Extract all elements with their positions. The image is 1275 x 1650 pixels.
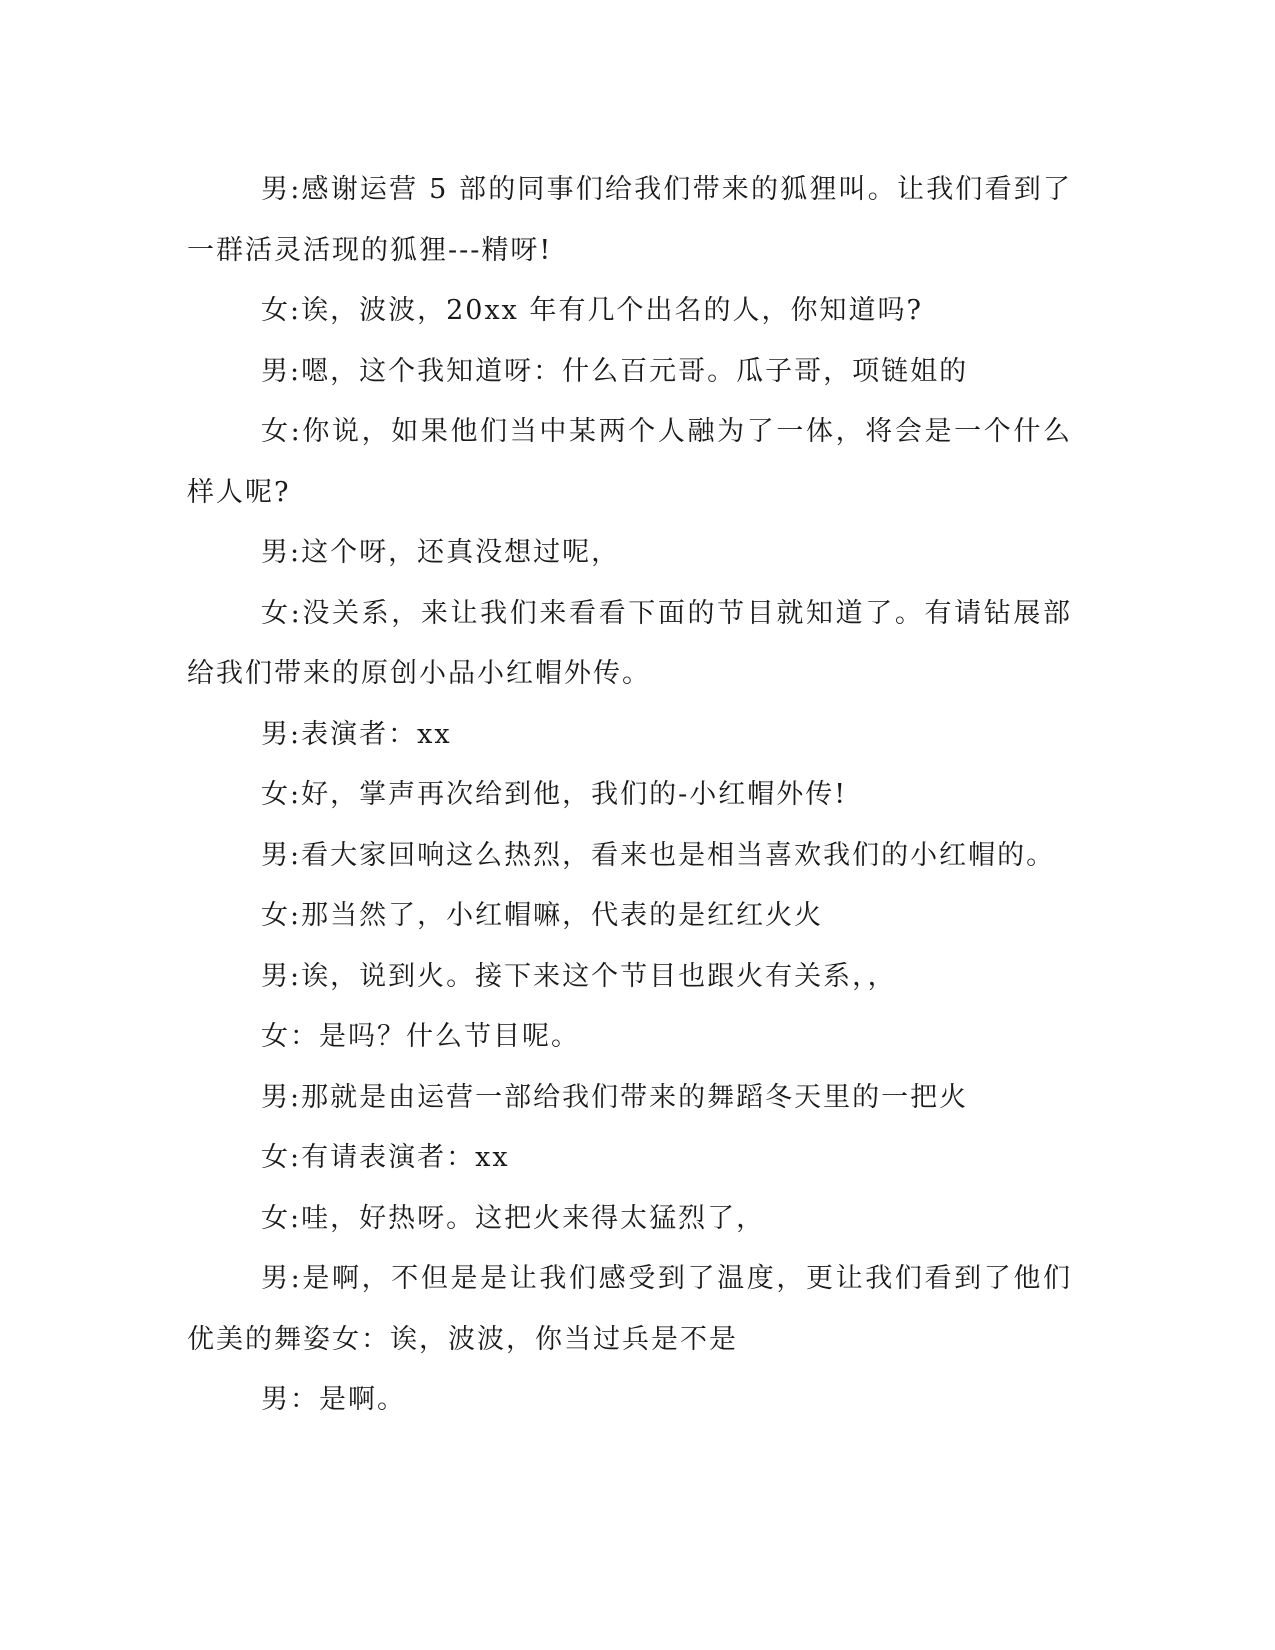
paragraph: 男:感谢运营 5 部的同事们给我们带来的狐狸叫。让我们看到了一群活灵活现的狐狸---精呀! [187, 174, 1072, 266]
paragraph: 男：是啊。 [261, 1384, 406, 1415]
paragraph: 男:是啊，不但是是让我们感受到了温度，更让我们看到了他们优美的舞姿女：诶，波波，你当过兵是不是 [187, 1263, 1072, 1355]
paragraph: 男:这个呀，还真没想过呢， [261, 537, 621, 568]
paragraph: 女:没关系，来让我们来看看下面的节目就知道了。有请钻展部给我们带来的原创小品小红帽外传。 [187, 597, 1072, 689]
paragraph: 男:看大家回响这么热烈，看来也是相当喜欢我们的小红帽的。 [261, 839, 1056, 871]
document-body [187, 160, 1072, 1431]
paragraph: 女：是吗？什么节目呢。 [261, 1021, 580, 1052]
paragraph: 女:你说，如果他们当中某两个人融为了一体，将会是一个什么样人呢? [187, 416, 1072, 508]
paragraph: 男:嗯，这个我知道呀：什么百元哥。瓜子哥，项链姐的 [261, 355, 969, 387]
paragraph: 男:诶，说到火。接下来这个节目也跟火有关系，， [261, 960, 897, 992]
paragraph: 女:那当然了，小红帽嘛，代表的是红红火火 [261, 900, 824, 931]
paragraph: 女:好，掌声再次给到他，我们的-小红帽外传! [261, 779, 848, 810]
paragraph: 男:表演者：xx [261, 718, 452, 750]
paragraph: 男:那就是由运营一部给我们带来的舞蹈冬天里的一把火 [261, 1081, 969, 1113]
paragraph: 女:有请表演者：xx [261, 1142, 510, 1173]
paragraph: 女:诶，波波，20xx 年有几个出名的人，你知道吗? [261, 295, 923, 326]
paragraph: 女:哇，好热呀。这把火来得太猛烈了， [261, 1202, 766, 1234]
